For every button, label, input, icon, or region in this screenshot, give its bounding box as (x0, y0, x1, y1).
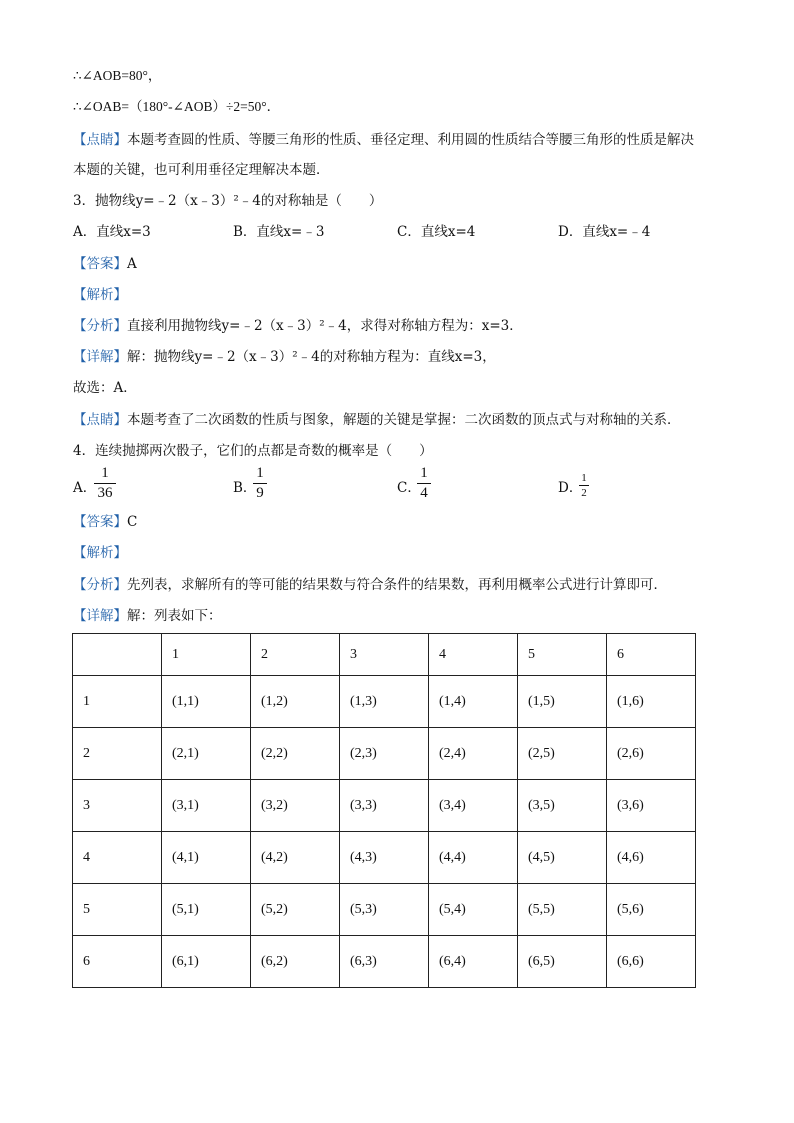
q4-xiangjie (73, 606, 222, 626)
fenxi-tag: 【分析】 (73, 577, 127, 593)
solution-line-angle-oab: ∴∠OAB=（180°-∠AOB）÷2=50°． (73, 99, 281, 114)
xiangjie-tag: 【详解】 (73, 349, 127, 365)
table-cell: (3,4) (429, 780, 518, 832)
table-cell: (5,2) (251, 884, 340, 936)
fenxi-text: 直接利用抛物线y=﹣2（x﹣3）²﹣4，求得对称轴方程为：x=3． (127, 318, 523, 334)
table-row (73, 884, 696, 936)
table-header-cell: 2 (251, 634, 340, 676)
q4-option-a-letter: A． (73, 480, 97, 496)
table-cell: (2,3) (340, 728, 429, 780)
xiangjie-text: 解：抛物线y=﹣2（x﹣3）²﹣4的对称轴方程为：直线x=3， (127, 349, 496, 365)
table-cell: (3,1) (162, 780, 251, 832)
fraction-bar (579, 485, 589, 486)
table-row (73, 780, 696, 832)
q4-fenxi (73, 575, 667, 595)
table-cell: (4,6) (607, 832, 696, 884)
table-cell: (2,4) (429, 728, 518, 780)
table-cell: (6,1) (162, 936, 251, 988)
table-row (73, 728, 696, 780)
fenxi-tag: 【分析】 (73, 318, 127, 334)
answer-tag: 【答案】 (73, 256, 127, 272)
q3-fenxi (73, 316, 523, 336)
table-cell: (1,3) (340, 676, 429, 728)
q3-dianjing (73, 410, 681, 430)
q3-option-b: B．直线x=﹣3 (233, 224, 325, 240)
fraction-numerator: 1 (101, 465, 109, 481)
table-header-row (73, 634, 696, 676)
dianjing-tag: 【点睛】 (73, 132, 127, 148)
q4-stem: 4．连续抛掷两次骰子，它们的点都是奇数的概率是（ ） (73, 443, 433, 459)
q4-option-b-letter: B． (233, 480, 257, 496)
analysis-tag: 【解析】 (73, 545, 127, 561)
dianjing-paragraph-2: 本题的关键，也可利用垂径定理解决本题． (73, 162, 330, 178)
table-cell: 5 (73, 884, 162, 936)
dice-outcome-table (72, 633, 696, 988)
table-header-cell: 1 (162, 634, 251, 676)
table-cell: 3 (73, 780, 162, 832)
fraction-denominator: 2 (581, 487, 587, 499)
fraction-denominator: 4 (420, 485, 428, 501)
table-header-cell: 6 (607, 634, 696, 676)
analysis-tag: 【解析】 (73, 287, 127, 303)
table-cell: (5,6) (607, 884, 696, 936)
q3-xiangjie (73, 347, 496, 367)
q4-option-d-letter: D． (558, 480, 583, 496)
q4-option-c-fraction (417, 465, 431, 502)
table-cell: (6,3) (340, 936, 429, 988)
dianjing-paragraph-1 (73, 130, 694, 150)
dianjing-text: 本题考查圆的性质、等腰三角形的性质、垂径定理、利用圆的性质结合等腰三角形的性质是解决 (127, 132, 694, 148)
table-header-cell: 4 (429, 634, 518, 676)
q4-option-c-letter: C． (397, 480, 421, 496)
table-row (73, 936, 696, 988)
table-cell: (3,5) (518, 780, 607, 832)
table-cell: (3,6) (607, 780, 696, 832)
table-cell: (2,1) (162, 728, 251, 780)
fraction-numerator: 1 (256, 465, 264, 481)
table-cell: (2,5) (518, 728, 607, 780)
table-header-cell: 5 (518, 634, 607, 676)
dianjing-text: 本题考查了二次函数的性质与图象，解题的关键是掌握：二次函数的顶点式与对称轴的关系． (127, 412, 681, 428)
table-cell: 1 (73, 676, 162, 728)
xiangjie-tag: 【详解】 (73, 608, 127, 624)
fraction-numerator: 1 (581, 472, 587, 484)
q3-option-d: D．直线x=﹣4 (558, 224, 651, 240)
q4-option-d-fraction (579, 472, 589, 499)
table-cell: (6,2) (251, 936, 340, 988)
xiangjie-text: 解：列表如下： (127, 608, 222, 624)
q4-option-b-fraction (253, 465, 267, 502)
fraction-bar (94, 483, 116, 484)
fenxi-text: 先列表，求解所有的等可能的结果数与符合条件的结果数，再利用概率公式进行计算即可． (127, 577, 667, 593)
q4-option-a-fraction (94, 465, 116, 502)
answer-tag: 【答案】 (73, 514, 127, 530)
q3-analysis-heading (73, 285, 127, 305)
table-row (73, 832, 696, 884)
table-cell: (5,3) (340, 884, 429, 936)
table-cell: (4,1) (162, 832, 251, 884)
q4-analysis-heading (73, 543, 127, 563)
table-cell: (4,2) (251, 832, 340, 884)
table-cell: (3,3) (340, 780, 429, 832)
table-cell: (5,1) (162, 884, 251, 936)
table-cell: (4,3) (340, 832, 429, 884)
table-cell: (1,4) (429, 676, 518, 728)
table-header-cell (73, 634, 162, 676)
q3-option-a: A．直线x=3 (73, 224, 151, 240)
table-cell: (6,6) (607, 936, 696, 988)
table-cell: (2,6) (607, 728, 696, 780)
table-cell: (5,5) (518, 884, 607, 936)
table-cell: 4 (73, 832, 162, 884)
fraction-numerator: 1 (420, 465, 428, 481)
q4-answer (73, 512, 137, 532)
table-cell: (6,5) (518, 936, 607, 988)
q3-option-c: C．直线x=4 (397, 224, 476, 240)
fraction-denominator: 9 (256, 485, 264, 501)
dianjing-tag: 【点睛】 (73, 412, 127, 428)
table-cell: (1,1) (162, 676, 251, 728)
table-cell: (3,2) (251, 780, 340, 832)
table-cell: 2 (73, 728, 162, 780)
table-cell: (5,4) (429, 884, 518, 936)
table-row (73, 676, 696, 728)
q3-choice: 故选：A． (73, 380, 137, 396)
table-cell: (2,2) (251, 728, 340, 780)
table-cell: (6,4) (429, 936, 518, 988)
table-cell: (4,5) (518, 832, 607, 884)
fraction-bar (253, 483, 267, 484)
answer-value: A (127, 256, 137, 272)
answer-value: C (127, 514, 138, 530)
table-cell: (1,5) (518, 676, 607, 728)
fraction-bar (417, 483, 431, 484)
fraction-denominator: 36 (97, 485, 113, 501)
q3-answer (73, 254, 137, 274)
table-cell: (4,4) (429, 832, 518, 884)
table-header-cell: 3 (340, 634, 429, 676)
solution-line-angle-aob: ∴∠AOB=80°， (73, 68, 162, 83)
table-cell: (1,2) (251, 676, 340, 728)
q3-stem: 3．抛物线y=﹣2（x﹣3）²﹣4的对称轴是（ ） (73, 193, 383, 209)
table-cell: 6 (73, 936, 162, 988)
table-cell: (1,6) (607, 676, 696, 728)
